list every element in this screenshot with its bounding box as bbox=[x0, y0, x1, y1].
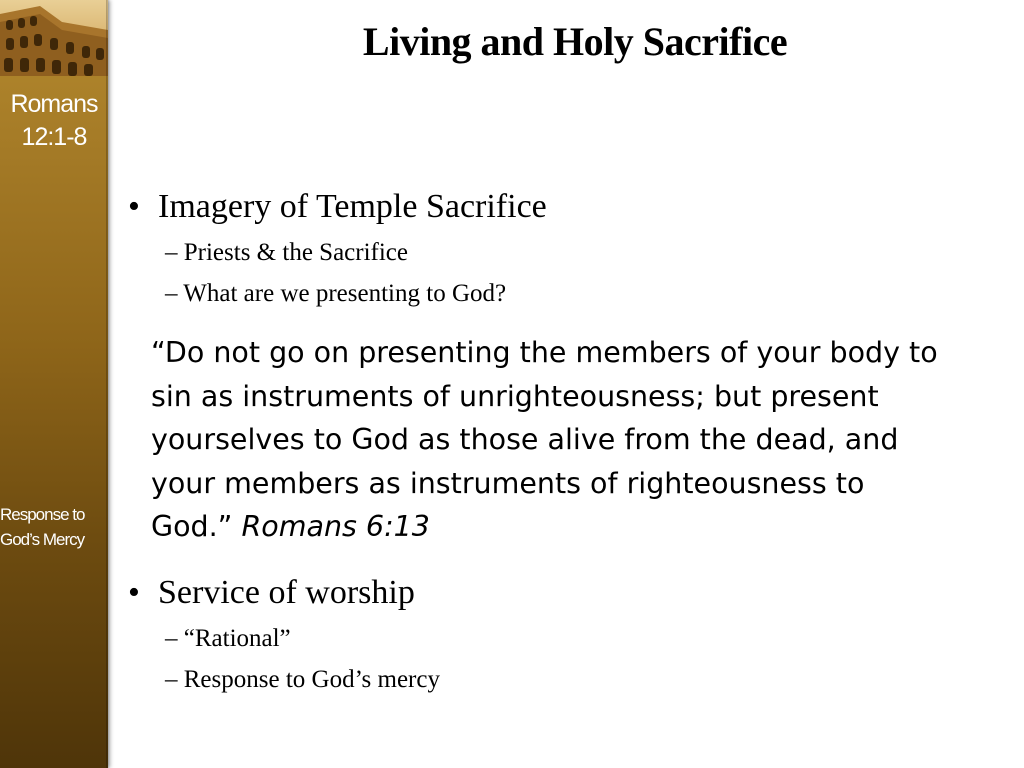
slide-title: Living and Holy Sacrifice bbox=[362, 19, 788, 64]
bullet-imagery bbox=[128, 188, 547, 226]
sub-bullet-priests: – Priests & the Sacrifice bbox=[165, 239, 408, 266]
bullet-service bbox=[128, 574, 415, 612]
quote-reference: Romans 6:13 bbox=[241, 510, 430, 543]
bullet-text: Service of worship bbox=[158, 574, 415, 611]
bullet-dot: • bbox=[128, 574, 140, 611]
quote-line-last bbox=[151, 505, 1011, 549]
sidebar-subtitle bbox=[0, 502, 108, 552]
sub-bullet-rational: – “Rational” bbox=[165, 625, 291, 652]
sidebar-subtitle-line1: Response to bbox=[0, 505, 85, 524]
scripture-quote bbox=[151, 331, 1011, 549]
quote-line: your members as instruments of righteousness to bbox=[151, 466, 865, 500]
sidebar-title bbox=[0, 88, 108, 154]
quote-line: sin as instruments of unrighteousness; but present bbox=[151, 379, 879, 413]
sub-bullet-presenting: – What are we presenting to God? bbox=[165, 280, 507, 307]
quote-line: “Do not go on presenting the members of your body to bbox=[151, 336, 938, 369]
sidebar bbox=[0, 0, 108, 768]
quote-line: yourselves to God as those alive from the dead, and bbox=[151, 423, 899, 456]
quote-last-text: God.” bbox=[151, 510, 233, 543]
bullet-dot: • bbox=[128, 188, 140, 225]
colosseum-image bbox=[0, 0, 108, 76]
sidebar-shadow bbox=[106, 0, 110, 768]
bullet-text: Imagery of Temple Sacrifice bbox=[158, 188, 547, 225]
sidebar-title-line2: 12:1-8 bbox=[21, 123, 87, 151]
sub-bullet-response: – Response to God’s mercy bbox=[165, 666, 440, 693]
sidebar-title-line1: Romans bbox=[10, 90, 98, 118]
sidebar-subtitle-line2: God’s Mercy bbox=[0, 530, 85, 549]
